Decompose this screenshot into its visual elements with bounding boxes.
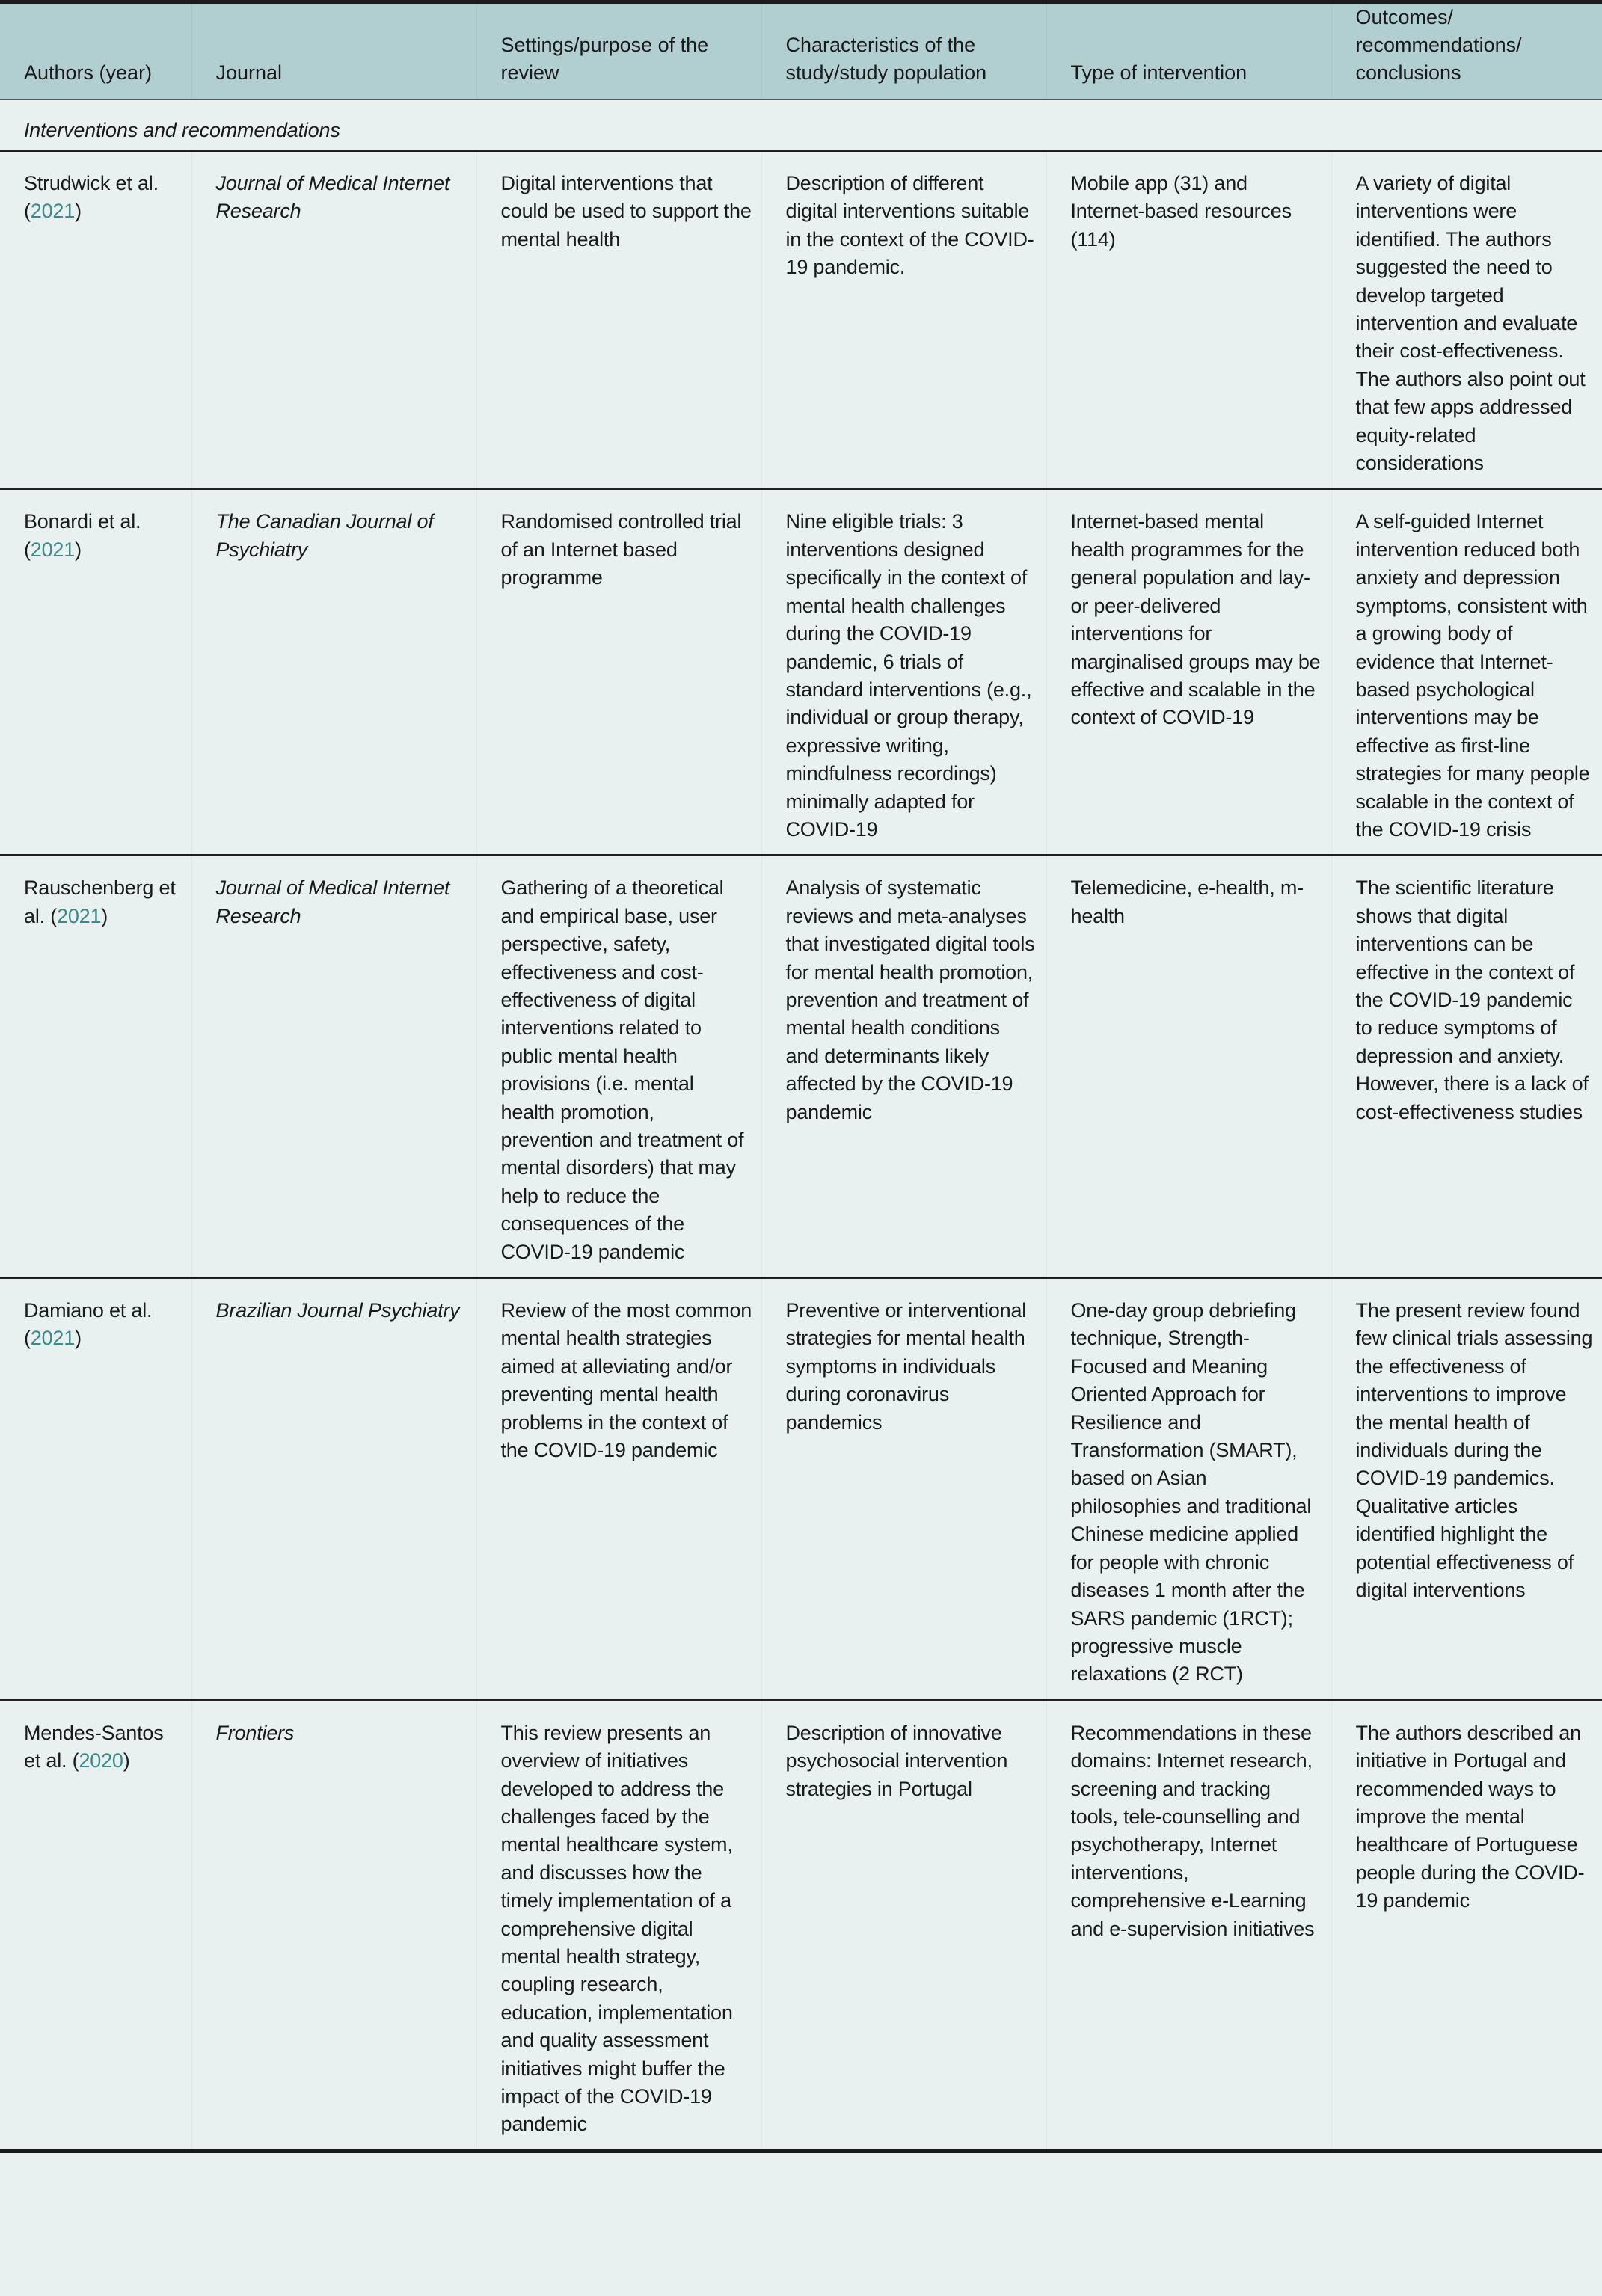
cell-purpose: This review presents an overview of initiatives developed to address the challenges faced by the mental healthcare system, and discusses how the timely implementation of a comprehensive digital mental health strategy, coupling research, education, implementation and quality assessment initiatives might buffer the impact of the COVID-19 pandemic — [476, 1700, 761, 2151]
section-row — [0, 99, 1602, 151]
cell-author: Mendes-Santos et al. (2020) — [0, 1700, 191, 2151]
year-link[interactable]: 2021 — [30, 538, 76, 561]
cell-outcomes: The authors described an initiative in Portugal and recommended ways to improve the mental healthcare of Portuguese people during the COVID-19 pandemic — [1331, 1700, 1602, 2151]
cell-characteristics: Description of different digital interventions suitable in the context of the COVID-19 pandemic. — [761, 151, 1046, 489]
cell-journal: Brazilian Journal Psychiatry — [191, 1278, 476, 1701]
year-link[interactable]: 2021 — [57, 904, 102, 927]
table-row — [0, 151, 1602, 489]
cell-intervention: Recommendations in these domains: Internet research, screening and tracking tools, tele-counselling and psychotherapy, Internet interventions, comprehensive e-Learning and e-supervision initiatives — [1046, 1700, 1331, 2151]
cell-characteristics: Preventive or interventional strategies for mental health symptoms in individuals during coronavirus pandemics — [761, 1278, 1046, 1701]
cell-purpose: Digital interventions that could be used to support the mental health — [476, 151, 761, 489]
header-characteristics: Characteristics of the study/study population — [761, 4, 1046, 99]
header-row — [0, 4, 1602, 99]
table-header — [0, 4, 1602, 99]
cell-outcomes: The present review found few clinical trials assessing the effectiveness of interventions to improve the mental health of individuals during the COVID-19 pandemics. Qualitative articles identified highlight the potential effectiveness of digital interventions — [1331, 1278, 1602, 1701]
table-row — [0, 1278, 1602, 1701]
cell-outcomes: A self-guided Internet intervention reduced both anxiety and depression symptoms, consistent with a growing body of evidence that Internet-based psychological interventions may be effective as first-line strategies for many people scalable in the context of the COVID-19 crisis — [1331, 489, 1602, 856]
cell-intervention: Mobile app (31) and Internet-based resources (114) — [1046, 151, 1331, 489]
header-intervention: Type of intervention — [1046, 4, 1331, 99]
cell-purpose: Review of the most common mental health strategies aimed at alleviating and/or preventing mental health problems in the context of the COVID-19 pandemic — [476, 1278, 761, 1701]
year-link[interactable]: 2021 — [30, 1327, 76, 1350]
cell-intervention: One-day group debriefing technique, Strength-Focused and Meaning Oriented Approach for Resilience and Transformation (SMART), based on Asian philosophies and traditional Chinese medicine applied for people with chronic diseases 1 month after the SARS pandemic (1RCT); progressive muscle relaxations (2 RCT) — [1046, 1278, 1331, 1701]
author-name: Rauschenberg et al. — [24, 877, 176, 927]
table-row — [0, 489, 1602, 856]
header-outcomes: Outcomes/ recommendations/ conclusions — [1331, 4, 1602, 99]
header-purpose: Settings/purpose of the review — [476, 4, 761, 99]
cell-journal: Frontiers — [191, 1700, 476, 2151]
cell-journal: Journal of Medical Internet Research — [191, 151, 476, 489]
cell-characteristics: Analysis of systematic reviews and meta-analyses that investigated digital tools for mental health promotion, prevention and treatment of mental health conditions and determinants likely affected by the COVID-19 pandemic — [761, 856, 1046, 1278]
table-row — [0, 1700, 1602, 2151]
cell-intervention: Internet-based mental health programmes for the general population and lay- or peer-delivered interventions for marginalised groups may be effective and scalable in the context of COVID-19 — [1046, 489, 1331, 856]
section-label: Interventions and recommendations — [0, 99, 1602, 151]
table-body — [0, 99, 1602, 2151]
table-row — [0, 856, 1602, 1278]
author-name: Strudwick et al. — [24, 172, 159, 194]
cell-author: Rauschenberg et al. (2021) — [0, 856, 191, 1278]
cell-intervention: Telemedicine, e-health, m-health — [1046, 856, 1331, 1278]
review-table-grid — [0, 4, 1602, 2153]
header-authors-year: Authors (year) — [0, 4, 191, 99]
cell-purpose: Randomised controlled trial of an Internet based programme — [476, 489, 761, 856]
author-name: Bonardi et al. — [24, 510, 141, 533]
cell-author: Strudwick et al. (2021) — [0, 151, 191, 489]
header-journal: Journal — [191, 4, 476, 99]
cell-characteristics: Description of innovative psychosocial intervention strategies in Portugal — [761, 1700, 1046, 2151]
cell-purpose: Gathering of a theoretical and empirical base, user perspective, safety, effectiveness and cost-effectiveness of digital interventions related to public mental health provisions (i.e. mental health promotion, prevention and treatment of mental disorders) that may help to reduce the consequences of the COVID-19 pandemic — [476, 856, 761, 1278]
author-name: Mendes-Santos et al. — [24, 1721, 164, 1772]
year-link[interactable]: 2020 — [79, 1749, 123, 1772]
cell-outcomes: The scientific literature shows that digital interventions can be effective in the context of the COVID-19 pandemic to reduce symptoms of depression and anxiety. However, there is a lack of cost-effectiveness studies — [1331, 856, 1602, 1278]
cell-author: Damiano et al. (2021) — [0, 1278, 191, 1701]
author-name: Damiano et al. — [24, 1299, 153, 1322]
cell-journal: The Canadian Journal of Psychiatry — [191, 489, 476, 856]
cell-journal: Journal of Medical Internet Research — [191, 856, 476, 1278]
cell-characteristics: Nine eligible trials: 3 interventions designed specifically in the context of mental health challenges during the COVID-19 pandemic, 6 trials of standard interventions (e.g., individual or group therapy, expressive writing, mindfulness recordings) minimally adapted for COVID-19 — [761, 489, 1046, 856]
cell-author: Bonardi et al. (2021) — [0, 489, 191, 856]
cell-outcomes: A variety of digital interventions were identified. The authors suggested the need to develop targeted intervention and evaluate their cost-effectiveness. The authors also point out that few apps addressed equity-related considerations — [1331, 151, 1602, 489]
year-link[interactable]: 2021 — [30, 200, 76, 223]
